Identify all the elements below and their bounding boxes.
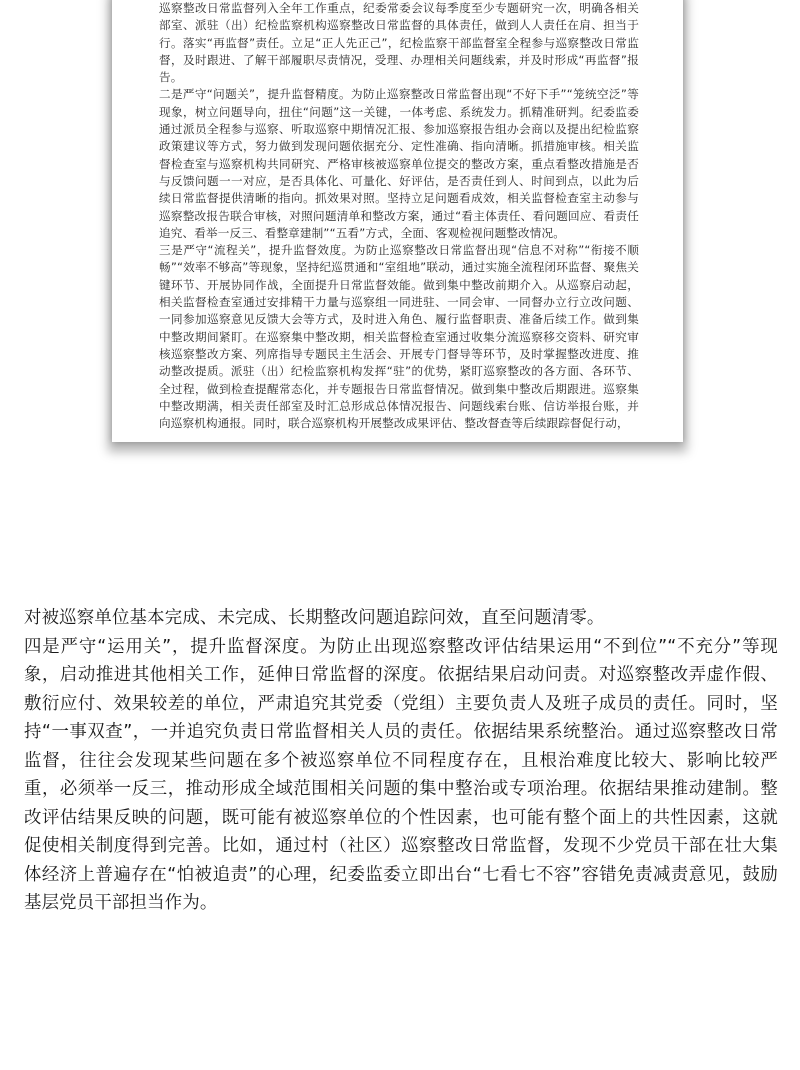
scanned-page-card	[112, 0, 683, 442]
scanned-paragraph-2: 二是严守“问题关”，提升监督精度。为防止巡察整改日常监督出现“不好下手”“笼统空泛”等现象，树立问题导向，扭住“问题”这一关键，一体考虑、系统发力。抓精准研判。纪委监委通过派员全程参与巡察、听取巡察中期情况汇报、参加巡察报告组办会商以及提出纪检监察政策建议等方式，努力做到发现问题依据充分、定性准确、指向清晰。抓措施审核。相关监督检查室与巡察机构共同研究、严格审核被巡察单位提交的整改方案，重点看整改措施是否与反馈问题一一对应，是否具体化、可量化、好评估，是否责任到人、时间到点，以此为后续日常监督提供清晰的指向。抓效果对照。坚持立足问题看成效，相关监督检查室主动参与巡察整改报告联合审核，对照问题清单和整改方案，通过“看主体责任、看问题回应、看责任追究、看举一反三、看整章建制”“五看”方式，全面、客观检视问题整改情况。	[159, 87, 639, 240]
scanned-page-text	[159, 0, 639, 432]
body-paragraph-2: 四是严守“运用关”，提升监督深度。为防止出现巡察整改评估结果运用“不到位”“不充分”等现象，启动推进其他相关工作，延伸日常监督的深度。依据结果启动问责。对巡察整改弄虚作假、敷衍应付、效果较差的单位，严肃追究其党委（党组）主要负责人及班子成员的责任。同时，坚持“一事双查”，一并追究负责日常监督相关人员的责任。依据结果系统整治。通过巡察整改日常监督，往往会发现某些问题在多个被巡察单位不同程度存在，且根治难度比较大、影响比较严重，必须举一反三，推动形成全域范围相关问题的集中整治或专项治理。依据结果推动建制。整改评估结果反映的问题，既可能有被巡察单位的个性因素，也可能有整个面上的共性因素，这就促使相关制度得到完善。比如，通过村（社区）巡察整改日常监督，发现不少党员干部在壮大集体经济上普遍存在“怕被追责”的心理，纪委监委立即出台“七看七不容”容错免责减责意见，鼓励基层党员干部担当作为。	[24, 636, 778, 913]
scanned-paragraph-1: 巡察整改日常监督列入全年工作重点，纪委常委会议每季度至少专题研究一次，明确各相关部室、派驻（出）纪检监察机构巡察整改日常监督的具体责任，做到人人责任在肩、担当于行。落实“再监督”责任。立足“正人先正己”，纪检监察干部监督室全程参与巡察整改日常监督，及时跟进、了解干部履职尽责情况，受理、办理相关问题线索，并及时形成“再监督”报告。	[159, 1, 639, 85]
scanned-paragraph-3: 三是严守“流程关”，提升监督效度。为防止巡察整改日常监督出现“信息不对称”“衔接不顺畅”“效率不够高”等现象，坚持纪巡贯通和“室组地”联动，通过实施全流程闭环监督、聚焦关键环节、开展协同作战，全面提升日常监督效能。做到集中整改前期介入。从巡察启动起，相关监督检查室通过安排精干力量与巡察组一同进驻、一同会审、一同督办立行立改问题、一同参加巡察意见反馈大会等方式，及时进入角色、履行监督职责、准备后续工作。做到集中整改期间紧盯。在巡察集中整改期，相关监督检查室通过收集分流巡察移交资料、研究审核巡察整改方案、列席指导专题民主生活会、开展专门督导等环节，及时掌握整改进度、推动整改提质。派驻（出）纪检监察机构发挥“驻”的优势，紧盯巡察整改的各方面、各环节、全过程，做到检查提醒常态化，并专题报告日常监督情况。做到集中整改后期跟进。巡察集中整改期满，相关责任部室及时汇总形成总体情况报告、问题线索台账、信访举报台账，并向巡察机构通报。同时，联合巡察机构开展整改成果评估、整改督查等后续跟踪督促行动，	[159, 243, 639, 431]
body-paragraph-1: 对被巡察单位基本完成、未完成、长期整改问题追踪问效，直至问题清零。	[24, 608, 605, 628]
document-body-text	[24, 604, 778, 918]
